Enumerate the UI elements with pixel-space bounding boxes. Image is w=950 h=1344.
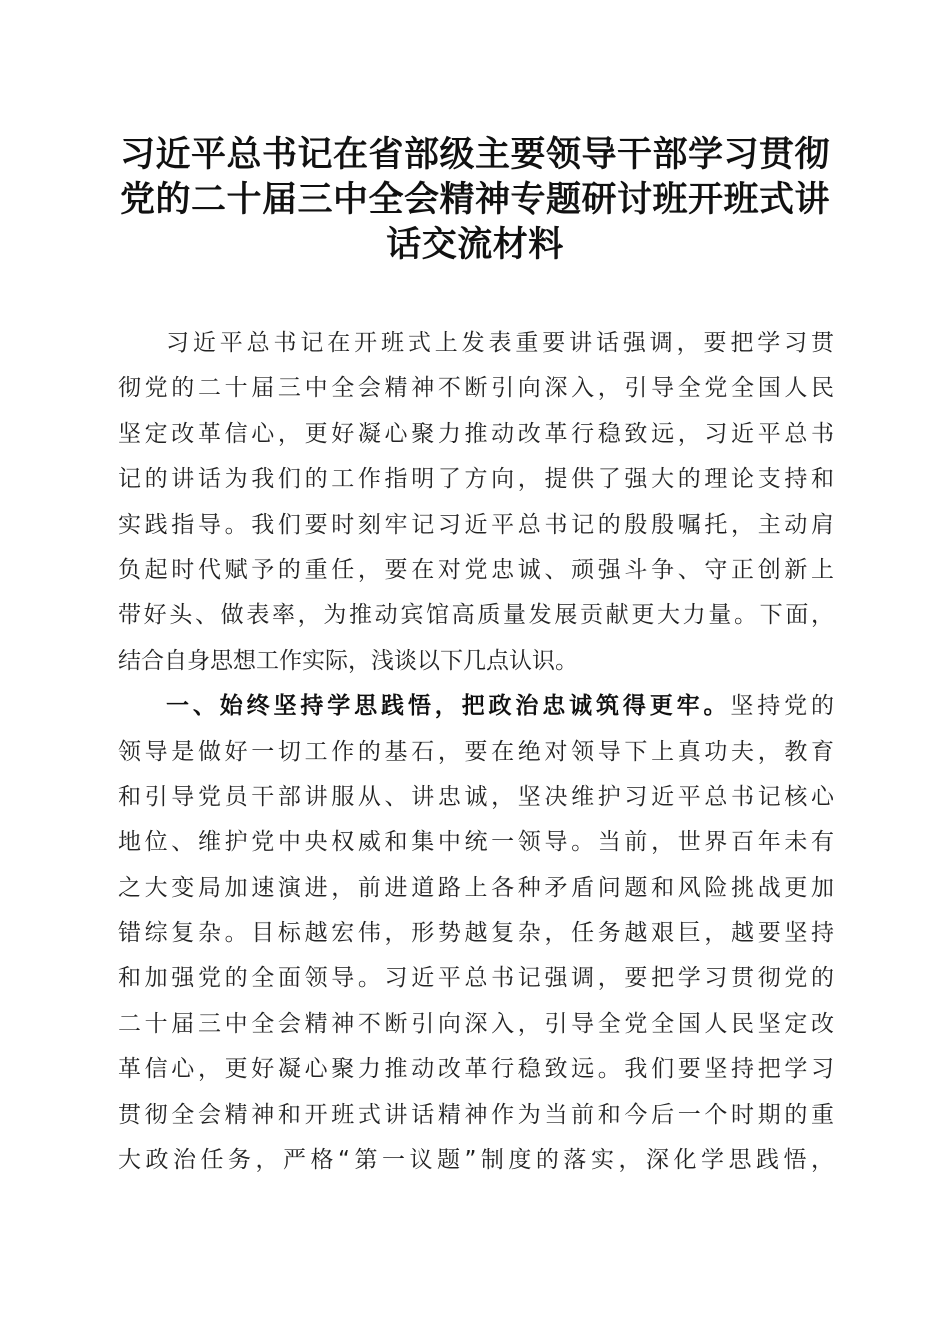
title-line: 习近平总书记在省部级主要领导干部学习贯彻 xyxy=(119,134,830,175)
section-heading-continuation: 坚持党的 xyxy=(730,693,834,720)
text-line: 彻党的二十届三中全会精神不断引向深入，引导全党全国人民 xyxy=(118,375,834,402)
text-line: 二十届三中全会精神不断引向深入，引导全党全国人民坚定改 xyxy=(118,1010,834,1037)
text-line: 负起时代赋予的重任，要在对党忠诚、顽强斗争、守正创新上 xyxy=(118,556,834,583)
section-heading: 一、始终坚持学思践悟，把政治忠诚筑得更牢。 xyxy=(166,693,731,720)
document-title xyxy=(110,132,840,267)
text-line: 坚定改革信心，更好凝心聚力推动改革行稳致远，习近平总书 xyxy=(118,420,834,447)
text-line: 大政治任务，严格“第一议题”制度的落实，深化学思践悟， xyxy=(118,1147,834,1174)
document-body xyxy=(118,321,834,1183)
text-line: 记的讲话为我们的工作指明了方向，提供了强大的理论支持和 xyxy=(118,466,834,493)
text-line: 带好头、做表率，为推动宾馆高质量发展贡献更大力量。下面， xyxy=(118,602,834,629)
paragraph-section-1 xyxy=(118,684,834,1183)
text-line: 地位、维护党中央权威和集中统一领导。当前，世界百年未有 xyxy=(118,829,834,856)
title-line: 党的二十届三中全会精神专题研讨班开班式讲 xyxy=(119,179,830,220)
text-line: 和加强党的全面领导。习近平总书记强调，要把学习贯彻党的 xyxy=(118,965,834,992)
text-line: 革信心，更好凝心聚力推动改革行稳致远。我们要坚持把学习 xyxy=(118,1056,834,1083)
text-line: 领导是做好一切工作的基石，要在绝对领导下上真功夫，教育 xyxy=(118,738,834,765)
text-line: 习近平总书记在开班式上发表重要讲话强调，要把学习贯 xyxy=(166,330,834,356)
paragraph-intro xyxy=(118,321,834,684)
text-line: 实践指导。我们要时刻牢记习近平总书记的殷殷嘱托，主动肩 xyxy=(118,511,834,538)
text-line: 和引导党员干部讲服从、讲忠诚，坚决维护习近平总书记核心 xyxy=(118,783,834,810)
text-line: 错综复杂。目标越宏伟，形势越复杂，任务越艰巨，越要坚持 xyxy=(118,920,834,947)
text-line: 结合自身思想工作实际，浅谈以下几点认识。 xyxy=(118,647,578,674)
section-first-line xyxy=(118,684,834,729)
text-line: 贯彻全会精神和开班式讲话精神作为当前和今后一个时期的重 xyxy=(118,1101,834,1128)
title-line: 话交流材料 xyxy=(386,224,564,265)
text-line: 之大变局加速演进，前进道路上各种矛盾问题和风险挑战更加 xyxy=(118,874,834,901)
